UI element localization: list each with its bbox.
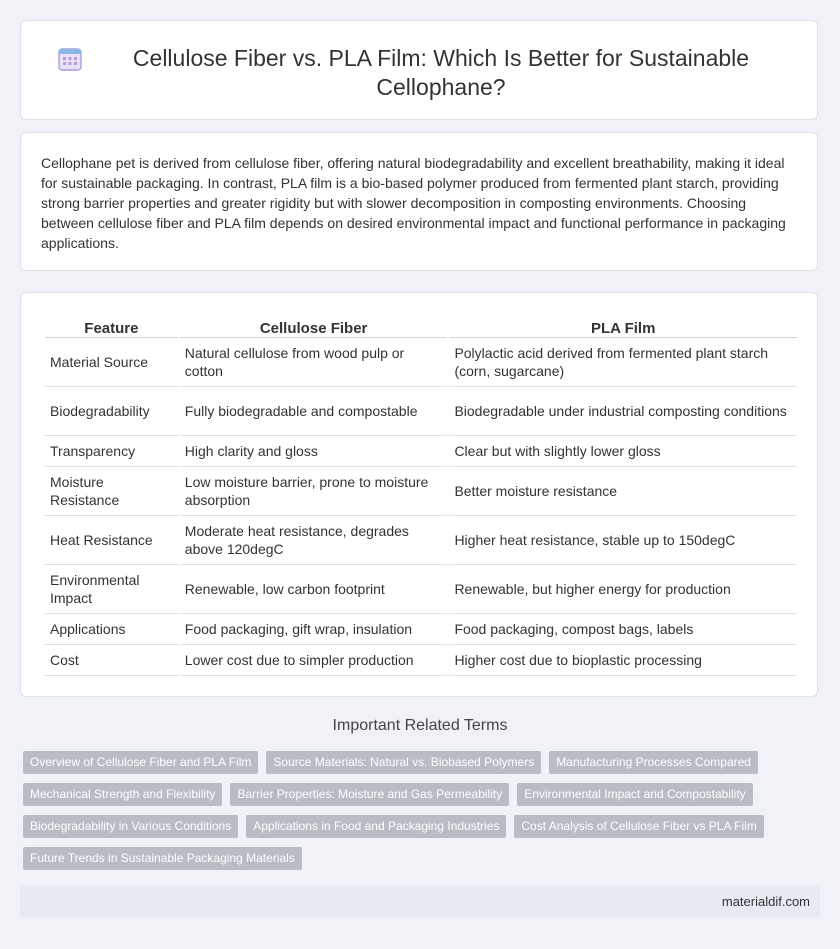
calendar-grid-icon: [57, 46, 83, 72]
row-pla-value: Clear but with slightly lower gloss: [449, 436, 797, 467]
row-feature: Environmental Impact: [45, 565, 178, 614]
row-pla-value: Higher heat resistance, stable up to 150degC: [449, 516, 797, 565]
table-row: [45, 387, 797, 436]
row-feature: Transparency: [45, 436, 178, 467]
row-cellulose-value: Lower cost due to simpler production: [180, 645, 448, 676]
row-feature: Heat Resistance: [45, 516, 178, 565]
row-pla-value: Food packaging, compost bags, labels: [449, 614, 797, 645]
header-cellulose-fiber: Cellulose Fiber: [180, 313, 448, 338]
related-term-tag[interactable]: Applications in Food and Packaging Industries: [246, 815, 506, 838]
table-row: [45, 614, 797, 645]
row-pla-value: Polylactic acid derived from fermented plant starch (corn, sugarcane): [449, 338, 797, 387]
related-term-tag[interactable]: Biodegradability in Various Conditions: [23, 815, 238, 838]
row-cellulose-value: Moderate heat resistance, degrades above 120degC: [180, 516, 448, 565]
header-pla-film: PLA Film: [449, 313, 797, 338]
table-row: [45, 338, 797, 387]
row-cellulose-value: Food packaging, gift wrap, insulation: [180, 614, 448, 645]
row-feature: Applications: [45, 614, 178, 645]
related-terms-list: [23, 751, 813, 870]
related-term-tag[interactable]: Overview of Cellulose Fiber and PLA Film: [23, 751, 258, 774]
header-feature: Feature: [45, 313, 178, 338]
row-pla-value: Better moisture resistance: [449, 467, 797, 516]
row-feature: Moisture Resistance: [45, 467, 178, 516]
row-feature: Material Source: [45, 338, 178, 387]
comparison-card: [20, 292, 818, 697]
table-row: [45, 467, 797, 516]
row-feature: Cost: [45, 645, 178, 676]
related-term-tag[interactable]: Environmental Impact and Compostability: [517, 783, 752, 806]
intro-card: [20, 132, 818, 271]
related-term-tag[interactable]: Manufacturing Processes Compared: [549, 751, 758, 774]
row-cellulose-value: Renewable, low carbon footprint: [180, 565, 448, 614]
table-row: [45, 565, 797, 614]
comparison-table: [43, 313, 799, 676]
page-title: Cellulose Fiber vs. PLA Film: Which Is Better for Sustainable Cellophane?: [132, 45, 750, 100]
row-pla-value: Renewable, but higher energy for production: [449, 565, 797, 614]
related-term-tag[interactable]: Source Materials: Natural vs. Biobased Polymers: [266, 751, 541, 774]
table-row: [45, 516, 797, 565]
row-cellulose-value: Low moisture barrier, prone to moisture absorption: [180, 467, 448, 516]
row-cellulose-value: Natural cellulose from wood pulp or cotton: [180, 338, 448, 387]
related-terms-title: Important Related Terms: [332, 717, 508, 734]
row-cellulose-value: Fully biodegradable and compostable: [180, 387, 448, 436]
row-pla-value: Biodegradable under industrial composting conditions: [449, 387, 797, 436]
table-row: [45, 436, 797, 467]
related-term-tag[interactable]: Future Trends in Sustainable Packaging Materials: [23, 847, 302, 870]
table-header-row: [45, 313, 797, 338]
footer: [20, 886, 820, 918]
related-term-tag[interactable]: Barrier Properties: Moisture and Gas Permeability: [230, 783, 509, 806]
table-row: [45, 645, 797, 676]
row-feature: Biodegradability: [45, 387, 178, 436]
related-term-tag[interactable]: Mechanical Strength and Flexibility: [23, 783, 222, 806]
related-term-tag[interactable]: Cost Analysis of Cellulose Fiber vs PLA Film: [514, 815, 763, 838]
row-cellulose-value: High clarity and gloss: [180, 436, 448, 467]
row-pla-value: Higher cost due to bioplastic processing: [449, 645, 797, 676]
footer-site-link[interactable]: materialdif.com: [721, 894, 810, 909]
intro-paragraph: Cellophane pet is derived from cellulose fiber, offering natural biodegradability and excellent breathability, making it ideal for sustainable packaging. In contrast, PLA film is a bio-based polymer produced from fermented plant starch, providing strong barrier properties and greater rigidity but with slower decomposition in composting environments. Choosing between cellulose fiber and PLA film depends on desired environmental impact and functional performance in packaging applications.: [41, 155, 786, 251]
header-card: [20, 20, 818, 120]
